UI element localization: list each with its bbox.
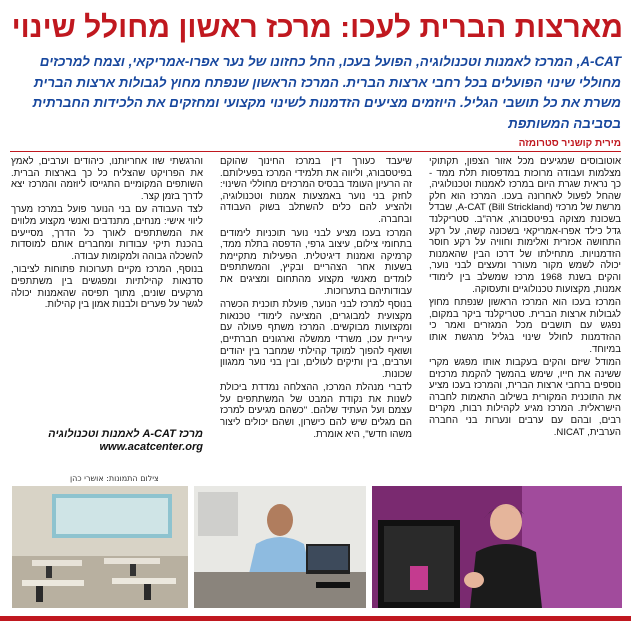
article-author: מירית קושניר סטרומזה xyxy=(518,138,621,149)
article-headline: מארצות הברית לעכו: מרכז ראשון מחולל שינוי xyxy=(11,11,623,44)
article-column-2 xyxy=(220,156,412,474)
article-column-1 xyxy=(429,156,621,474)
organization-name: מרכז A-CAT לאמנות וטכנולוגיה xyxy=(48,428,203,440)
man-at-desk-photo xyxy=(194,486,366,608)
classroom-photo xyxy=(12,486,188,608)
page-footer-rule xyxy=(0,616,631,621)
photo-credit: צילום התמונות: אושרי כהן xyxy=(70,474,159,483)
article-column-3 xyxy=(11,156,203,424)
organization-url[interactable]: www.acatcenter.org xyxy=(99,441,203,453)
organization-credit xyxy=(11,428,203,454)
paragraph: המודל שיזם והקים בעקבות אותו מפגש מקרי ששינה את חייו, שימש בהמשך להקמת מרכזים נוספים ברחבי ארצות הברית, והמרכז בעכו מציע את התוכנית המקורית בשילוב התאמות לחברה הישראלית. המרכז מגיע לקהילות רבות, מקרים רבים, ובהם עם ערבים ונערות בני החברה הערבית, NICAT. xyxy=(429,357,621,438)
paragraph: אוטובוסים שמגיעים מכל אזור הצפון, תקתוקי מצלמות ועבודה מרוכזת במדפסות תלת ממד - כך נראית שגרת היום במרכז לאמנות וטכנולוגיה, שהחל לפעול לאחרונה בעכו. המרכז הוא חלק מרשת של מרכזי A-CAT (Bill Strickland), שבדל בשכונת מצוקה בפיטסבורג, ארה"ב. סטריקלנד גדל כילד אפרו-אמריקאי בשכונה קשה, על רקע התחושה אכזרית ואלימות וחוויה על רקע חוסר הזדמנויות. מתחילתו של דרכו הבין שהאמנות יכולה לשמש מקור מעורר ומעצים לבני נוער, והקים בשנת 1968 מרכז שמשלב בין לימודי אמנות, מקצועות טכנולוגיים ותעסוקה. xyxy=(429,156,621,295)
woman-with-3d-printer-photo xyxy=(372,486,622,608)
paragraph: המרכז בעכו הוא המרכז הראשון שנפתח מחוץ לגבולות ארצות הברית. סטריקלנד ביקר במקום, נפגש עם תושבים מכל המגזרים ואמר כי ההזדמנות לחולל שינוי בגליל מרגשת אותו במיוחד. xyxy=(429,297,621,355)
paragraph: המרכז בעכו מציע לבני נוער תוכניות לימודים בתחומי צילום, עיצוב גרפי, הדפסה בתלת ממד, קרמיקה ואמנות דיגיטלית. הפעילות מתקיימת בשעות אחר הצהריים ובקיץ, והמשתתפים לומדים מאנשי מקצוע מהתחום ומציגים את עבודותיהם בתערוכות. xyxy=(220,227,412,297)
paragraph: והרגשתי שזו אחריותנו, כיהודים וערבים, לאמץ את הפרויקט שהצליח כל כך בארצות הברית. השותפים המקומיים התגייסו ליוזמה והמרכז יצא לדרך בזמן קצר. xyxy=(11,156,203,202)
article-lead: A-CAT, המרכז לאמנות וטכנולוגיה, הפועל בעכו, החל כחזונו של נער אפרו-אמריקאי, וצמח למרכזים מחוללי שינוי הפועלים בכל רחבי ארצות הברית. המרכז הראשון שנפתח מחוץ לגבולות ארצות הברית משרת את כל תושבי הגליל. היוזמים מציעים הזדמנות לשינוי מקצועי ומחזקים את הלכידות החברתית בסביבה המשותפת xyxy=(32,54,621,131)
divider xyxy=(10,151,621,152)
paragraph: בנוסף למרכז לבני הנוער, פועלת תוכנית הכשרה מקצועית למבוגרים, המציעה לימודי טכנאות ומקצועות מבוקשים. המרכז משתף פעולה עם עיריית עכו, משרדי ממשלה וארגונים חברתיים, ושואף להפוך למוקד קהילתי שמחבר בין יהודים וערבים, בין ותיקים לעולים, ובין בני נוער ממגוון שכונות. xyxy=(220,299,412,380)
paragraph: שיעבד כעורך דין במרכז החינוך שהוקם בפיטסבורג, וליווה את תלמידי המרכז בפעילותם. זה הרעיון העומד בבסיס המרכזים מחוללי השינוי: לחזק בני נוער באמצעות אמנות וטכנולוגיה, ולהציע להם כלים להשתלב בשוק העבודה ובחברה. xyxy=(220,156,412,225)
paragraph: בנוסף, המרכז מקיים תערוכות פתוחות לציבור, סדנאות קהילתיות ומפגשים בין משתתפים מרקעים שונים, מתוך תפיסה שהאמנות יכולה לגשר על פערים ולבנות אמון בין קהילות. xyxy=(11,264,203,311)
paragraph: לצד העבודה עם בני הנוער פועל במרכז מערך ליווי אישי: מנחים, מתנדבים ואנשי מקצוע מלווים את המשתתפים לאורך כל הדרך, מסייעים בהכנת תיקי עבודות ומחברים אותם למוסדות להשכלה גבוהה ולמקומות עבודה. xyxy=(11,204,203,262)
photo-strip xyxy=(12,486,622,608)
paragraph: לדברי מנהלת המרכז, ההצלחה נמדדת ביכולת לשנות את נקודת המבט של המשתתפים על עצמם ועל העתיד שלהם. "כשהם מגיעים למרכז הם מגלים שיש להם כישרון, ושהם יכולים ליצור משהו חדש", היא אומרת. xyxy=(220,382,412,440)
